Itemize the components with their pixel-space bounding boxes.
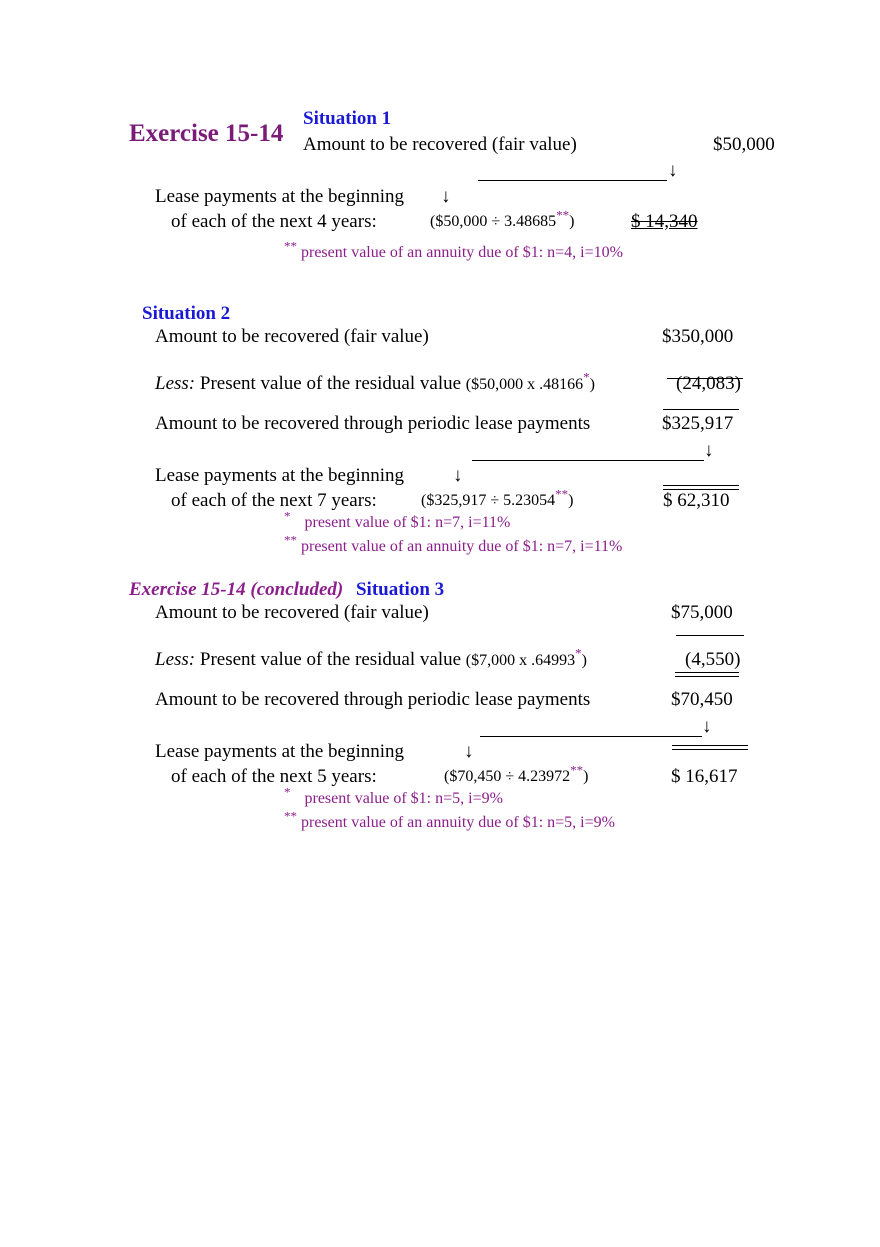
s2-note1-mark: * xyxy=(284,508,291,524)
s3-note1 xyxy=(284,784,503,808)
s2-periodic-label: Amount to be recovered through periodic lease payments xyxy=(155,413,591,434)
s3-periodic-label: Amount to be recovered through periodic lease payments xyxy=(155,689,591,710)
s3-arrow-down-icon-2: ↓ xyxy=(464,741,474,762)
s2-arrow-down-icon-2: ↓ xyxy=(453,465,463,486)
s2-note2 xyxy=(284,532,623,556)
s2-payment-topline-a xyxy=(663,485,739,486)
s2-calc-close: ) xyxy=(568,492,574,509)
situation-3-heading: Situation 3 xyxy=(355,579,445,600)
s1-note-text: present value of an annuity due of $1: n=4, i=10% xyxy=(301,244,623,261)
s2-residual-label: Present value of the residual value xyxy=(199,373,462,394)
s3-note2-text: present value of an annuity due of $1: n=5, i=9% xyxy=(301,814,615,831)
s1-calc-text: ($50,000 ÷ 3.48685 xyxy=(430,213,557,230)
s2-amount-value: $350,000 xyxy=(662,326,734,347)
s1-calc-sup: ** xyxy=(556,207,570,223)
s2-arrow-down-icon: ↓ xyxy=(704,440,714,461)
s1-amount-value: $50,000 xyxy=(713,134,775,155)
s1-connector-line xyxy=(478,180,667,181)
s1-arrow-down-icon: ↓ xyxy=(668,160,678,181)
s3-payment-topline-b xyxy=(672,749,748,750)
s3-connector-line xyxy=(480,736,702,737)
s2-note2-mark: ** xyxy=(284,532,297,548)
situation-1-heading: Situation 1 xyxy=(303,108,392,129)
s2-residual-line xyxy=(155,369,595,395)
s1-payment xyxy=(631,211,698,233)
s2-note1-text: present value of $1: n=7, i=11% xyxy=(304,514,511,531)
s3-residual-underline-b xyxy=(675,676,739,677)
s3-calc-close: ) xyxy=(583,768,589,785)
s1-note xyxy=(284,238,623,262)
s2-payment: $ 62,310 xyxy=(663,490,730,511)
s2-connector-line xyxy=(472,460,704,461)
s3-calc-sup: ** xyxy=(570,762,584,778)
exercise-concluded-title: Exercise 15-14 (concluded) xyxy=(129,579,344,600)
s2-lease-line2: of each of the next 7 years: xyxy=(171,490,377,511)
s3-note2 xyxy=(284,808,615,832)
s2-amount-label: Amount to be recovered (fair value) xyxy=(155,326,429,347)
s2-less-label: Less: xyxy=(155,373,196,394)
s3-residual-line xyxy=(155,645,587,671)
s3-amount-value: $75,000 xyxy=(671,602,733,623)
s3-payment-topline-a xyxy=(672,745,748,746)
s3-calc xyxy=(444,762,589,786)
s2-residual-value: (24,083) xyxy=(676,373,741,394)
s2-residual-calc: ($50,000 x .48166 xyxy=(465,376,584,393)
s1-calc xyxy=(430,207,575,231)
s2-lease-line1: Lease payments at the beginning xyxy=(155,465,405,486)
s1-lease-line2: of each of the next 4 years: xyxy=(171,211,377,232)
s3-note2-mark: ** xyxy=(284,808,297,824)
s3-residual-label: Present value of the residual value xyxy=(199,649,462,670)
s2-residual-sup: * xyxy=(583,369,590,385)
s1-payment-value: $ 14,340 xyxy=(631,211,698,232)
s2-periodic-value: $325,917 xyxy=(662,413,734,434)
s3-residual-underline-a xyxy=(675,672,739,673)
s2-calc-text: ($325,917 ÷ 5.23054 xyxy=(421,492,556,509)
exercise-title: Exercise 15-14 xyxy=(129,120,284,147)
s3-periodic-value: $70,450 xyxy=(671,689,733,710)
s1-arrow-down-icon-2: ↓ xyxy=(441,186,451,207)
s2-note2-text: present value of an annuity due of $1: n=7, i=11% xyxy=(301,538,623,555)
s2-calc-sup: ** xyxy=(555,486,569,502)
s3-note1-text: present value of $1: n=5, i=9% xyxy=(304,790,503,807)
s2-subtotal-line xyxy=(663,409,739,410)
s3-payment: $ 16,617 xyxy=(671,766,738,787)
s3-residual-close: ) xyxy=(581,652,587,669)
s3-amount-underline xyxy=(676,635,744,636)
s3-residual-value: (4,550) xyxy=(685,649,741,670)
s1-amount-label: Amount to be recovered (fair value) xyxy=(303,134,577,155)
s3-amount-label: Amount to be recovered (fair value) xyxy=(155,602,429,623)
s1-note-mark: ** xyxy=(284,238,297,254)
situation-2-heading: Situation 2 xyxy=(142,303,231,324)
s3-note1-mark: * xyxy=(284,784,291,800)
s3-residual-calc: ($7,000 x .64993 xyxy=(465,652,576,669)
s3-lease-line1: Lease payments at the beginning xyxy=(155,741,405,762)
s3-residual-sup: * xyxy=(575,645,582,661)
s3-header xyxy=(129,579,444,601)
s2-residual-close: ) xyxy=(589,376,595,393)
s3-less-label: Less: xyxy=(155,649,196,670)
s3-arrow-down-icon: ↓ xyxy=(702,716,712,737)
s3-lease-line2: of each of the next 5 years: xyxy=(171,766,377,787)
s3-calc-text: ($70,450 ÷ 4.23972 xyxy=(444,768,571,785)
s1-calc-close: ) xyxy=(569,213,575,230)
s2-calc xyxy=(421,486,574,510)
s1-lease-line1: Lease payments at the beginning xyxy=(155,186,405,207)
s2-note1 xyxy=(284,508,511,532)
